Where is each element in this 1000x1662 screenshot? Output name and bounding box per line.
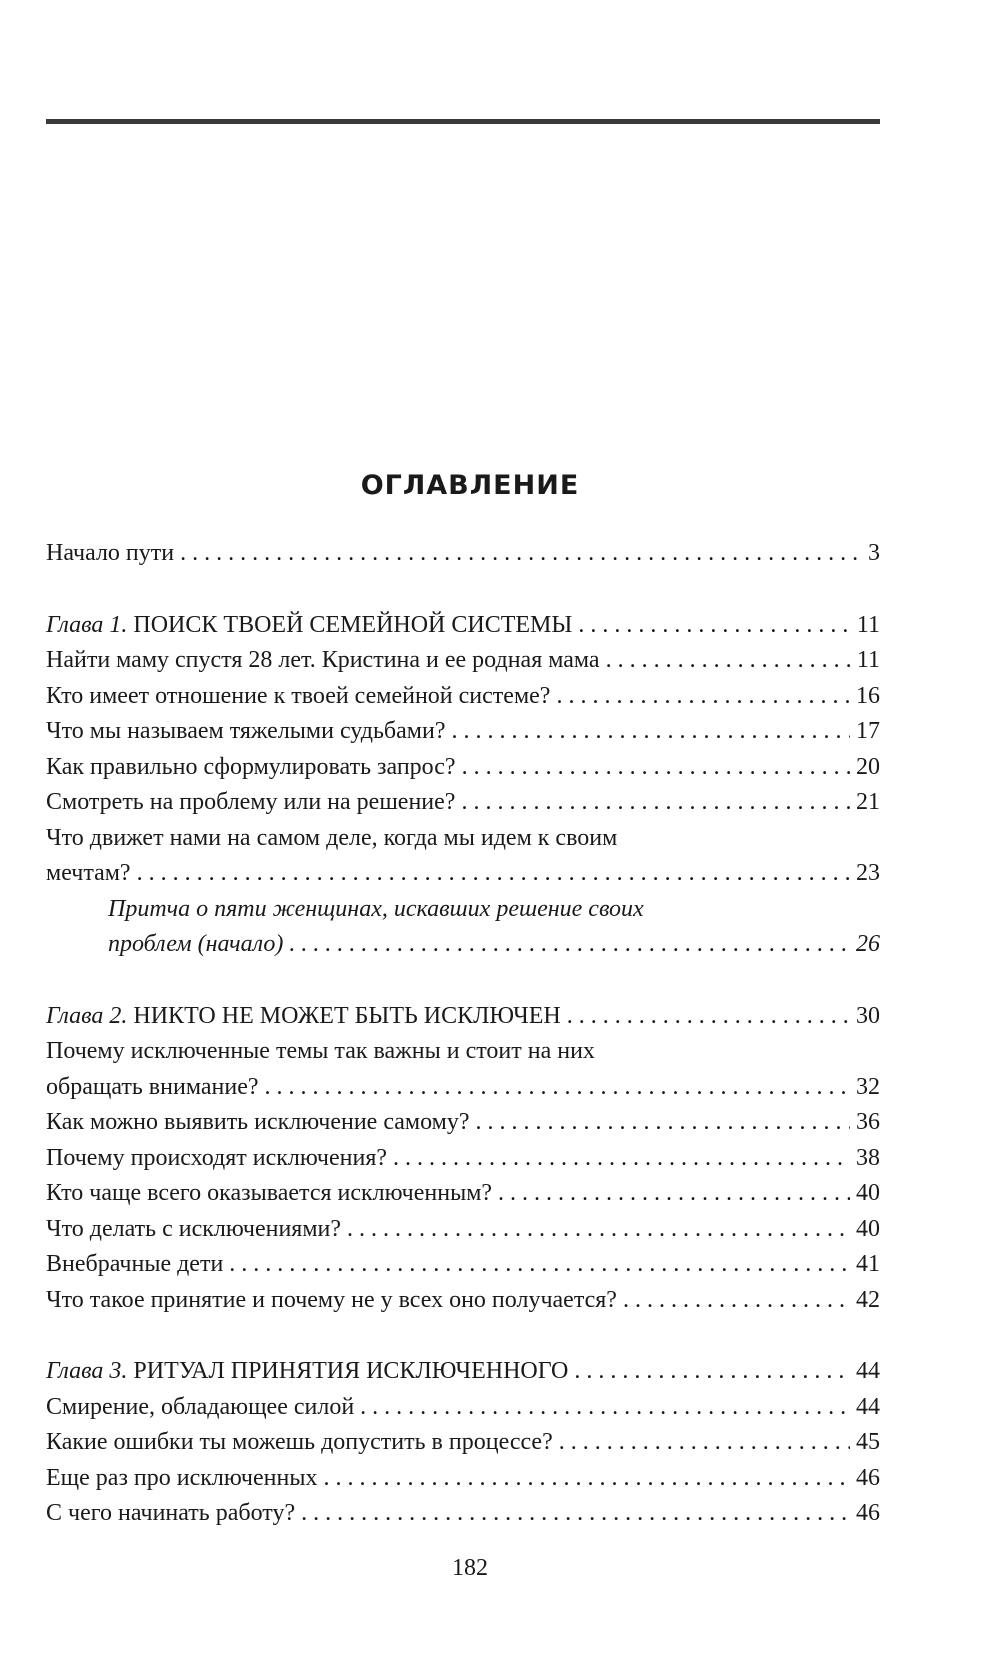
toc-entry-title: Как правильно сформулировать запрос?	[46, 753, 456, 780]
leader-dots	[451, 714, 850, 750]
toc-entry[interactable]	[46, 1390, 880, 1426]
table-of-contents	[46, 536, 880, 1532]
toc-entry-page: 16	[856, 682, 880, 709]
toc-entry-page: 44	[856, 1358, 880, 1384]
leader-dots	[556, 679, 850, 715]
leader-dots	[347, 1212, 850, 1248]
leader-dots	[301, 1496, 850, 1532]
toc-entry-title: Смирение, обладающее силой	[46, 1393, 355, 1420]
leader-dots	[393, 1141, 850, 1177]
toc-entry-title: Что мы называем тяжелыми судьбами?	[46, 718, 446, 744]
toc-entry[interactable]	[46, 1496, 880, 1532]
toc-entry-page: 40	[856, 1180, 880, 1206]
toc-entry[interactable]	[46, 1176, 880, 1212]
toc-entry-title: Еще раз про исключенных	[46, 1464, 318, 1491]
top-rule	[46, 119, 880, 124]
toc-entry-title: обращать внимание?	[46, 1073, 259, 1100]
toc-entry[interactable]	[46, 750, 880, 786]
toc-entry-page: 17	[856, 718, 880, 744]
toc-entry-page: 23	[856, 860, 880, 886]
toc-entry-page: 20	[856, 753, 880, 780]
leader-dots	[229, 1247, 850, 1283]
toc-entry-page: 45	[856, 1429, 880, 1455]
chapter-label: Глава 3.	[46, 1358, 128, 1384]
toc-chapter-entry[interactable]	[46, 1354, 880, 1390]
toc-entry-title: РИТУАЛ ПРИНЯТИЯ ИСКЛЮЧЕННОГО	[133, 1358, 569, 1384]
toc-entry-title: Кто чаще всего оказывается исключенным?	[46, 1180, 493, 1206]
leader-dots	[265, 1070, 851, 1106]
toc-entry-title: НИКТО НЕ МОЖЕТ БЫТЬ ИСКЛЮЧЕН	[133, 1002, 561, 1029]
toc-chapter-entry[interactable]	[46, 999, 880, 1035]
leader-dots	[606, 643, 851, 679]
toc-entry[interactable]	[46, 536, 880, 572]
leader-dots	[476, 1105, 850, 1141]
toc-entry-page: 46	[856, 1500, 880, 1526]
leader-dots	[137, 856, 850, 892]
chapter-label: Глава 2.	[46, 1002, 128, 1029]
toc-entry[interactable]	[46, 643, 880, 679]
leader-dots	[578, 608, 851, 644]
toc-entry-title: С чего начинать работу?	[46, 1500, 296, 1526]
toc-entry-title-line1: Что движет нами на самом деле, когда мы идем к своим	[46, 824, 618, 851]
toc-entry-page: 42	[856, 1286, 880, 1313]
leader-dots	[574, 1354, 850, 1390]
toc-entry-title-line1: Притча о пяти женщинах, искавших решение своих	[108, 895, 644, 922]
toc-entry-page: 26	[856, 931, 880, 957]
leader-dots	[623, 1283, 850, 1319]
toc-entry[interactable]	[46, 679, 880, 715]
toc-entry-title-line1: Почему исключенные темы так важны и стоит на них	[46, 1038, 595, 1064]
toc-entry[interactable]	[46, 1212, 880, 1248]
toc-entry-page: 30	[856, 1002, 880, 1029]
toc-multiline-entry[interactable]	[46, 821, 880, 892]
page-title: ОГЛАВЛЕНИЕ	[360, 470, 580, 501]
toc-entry-page: 21	[856, 789, 880, 815]
toc-entry-title: Найти маму спустя 28 лет. Кристина и ее родная мама	[46, 647, 600, 673]
leader-dots	[360, 1390, 850, 1426]
toc-entry-page: 41	[856, 1251, 880, 1277]
toc-entry-page: 32	[856, 1073, 880, 1100]
leader-dots	[559, 1425, 850, 1461]
toc-entry[interactable]	[46, 785, 880, 821]
toc-entry-title: Смотреть на проблему или на решение?	[46, 789, 456, 815]
leader-dots	[498, 1176, 850, 1212]
toc-entry-title: Кто имеет отношение к твоей семейной системе?	[46, 682, 551, 709]
toc-entry-page: 11	[856, 611, 880, 638]
leader-dots	[461, 785, 850, 821]
toc-entry[interactable]	[46, 1105, 880, 1141]
toc-entry-title: Начало пути	[46, 540, 175, 566]
toc-entry-title: Какие ошибки ты можешь допустить в процессе?	[46, 1429, 553, 1455]
leader-dots	[323, 1461, 850, 1497]
toc-entry[interactable]	[46, 1461, 880, 1497]
leader-dots	[180, 536, 862, 572]
toc-chapter-entry[interactable]	[46, 608, 880, 644]
toc-entry-title: Что такое принятие и почему не у всех оно получается?	[46, 1286, 617, 1313]
toc-entry-title: Что делать с исключениями?	[46, 1215, 342, 1242]
toc-entry[interactable]	[46, 714, 880, 750]
toc-subentry[interactable]	[46, 892, 880, 963]
toc-entry[interactable]	[46, 1141, 880, 1177]
toc-entry-page: 38	[856, 1144, 880, 1171]
page-number: 182	[452, 1555, 488, 1581]
toc-entry-page: 40	[856, 1215, 880, 1242]
toc-entry-title: Почему происходят исключения?	[46, 1144, 388, 1171]
toc-entry-page: 44	[856, 1393, 880, 1420]
leader-dots	[567, 999, 850, 1035]
toc-entry[interactable]	[46, 1283, 880, 1319]
toc-multiline-entry[interactable]	[46, 1034, 880, 1105]
toc-entry-page: 3	[868, 540, 880, 566]
leader-dots	[462, 750, 850, 786]
toc-entry-title: мечтам?	[46, 860, 131, 886]
leader-dots	[289, 927, 850, 963]
chapter-label: Глава 1.	[46, 611, 128, 638]
toc-entry[interactable]	[46, 1425, 880, 1461]
toc-entry[interactable]	[46, 1247, 880, 1283]
toc-entry-title: Как можно выявить исключение самому?	[46, 1109, 470, 1135]
toc-entry-title: ПОИСК ТВОЕЙ СЕМЕЙНОЙ СИСТЕМЫ	[133, 611, 573, 638]
toc-entry-page: 11	[856, 647, 880, 673]
toc-entry-title: проблем (начало)	[108, 931, 284, 957]
toc-entry-page: 46	[856, 1464, 880, 1491]
toc-entry-title: Внебрачные дети	[46, 1251, 224, 1277]
toc-entry-page: 36	[856, 1109, 880, 1135]
